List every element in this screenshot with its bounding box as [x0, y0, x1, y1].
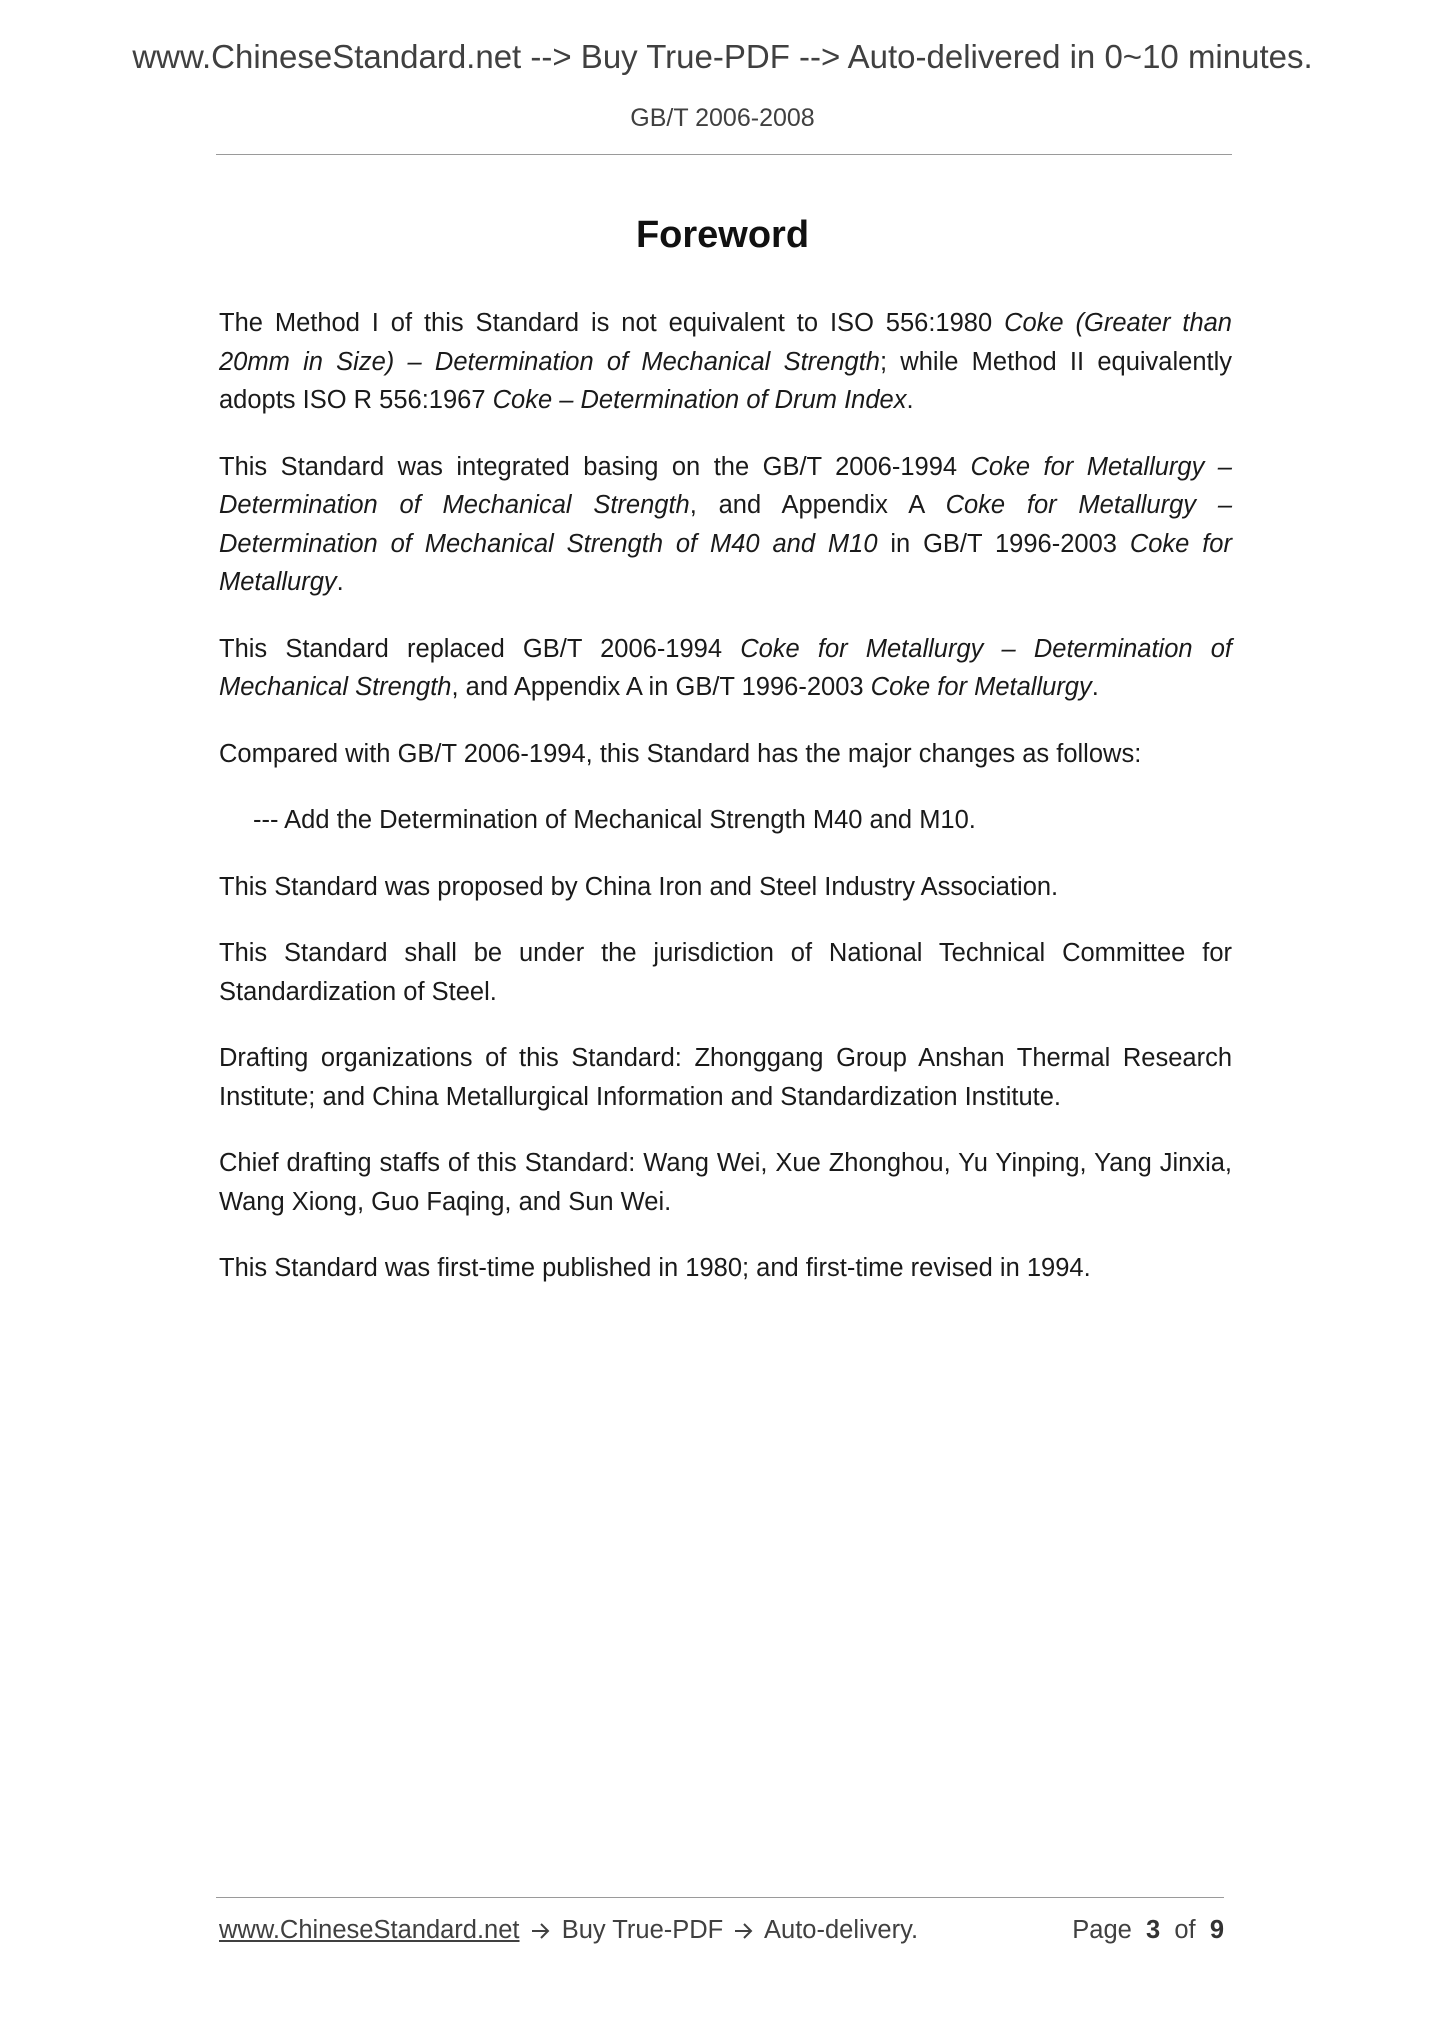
footer-divider: [216, 1897, 1224, 1898]
paragraph-drafting-staff: Chief drafting staffs of this Standard: Wang Wei, Xue Zhonghou, Yu Yinping, Yang Jinxia, Wang Xiong, Guo Faqing, and Sun Wei.: [219, 1149, 1232, 1216]
page-number: Page 3 of 9: [1072, 1916, 1224, 1944]
paragraph-jurisdiction: This Standard shall be under the jurisdiction of National Technical Committee for Standardization of Steel.: [219, 939, 1232, 1006]
paragraph-integration: This Standard was integrated basing on the GB/T 2006-1994 Coke for Metallurgy – Determination of Mechanical Strength, and Appendix A Coke for Metallurgy – Determination of Mechanical Strength of M40 and M10 in GB/T 1996-2003 Coke for Metallurgy.: [219, 452, 1232, 596]
page-title: Foreword: [635, 214, 810, 256]
paragraph-publication-history: This Standard was first-time published in 1980; and first-time revised in 1994.: [219, 1254, 1091, 1282]
header-divider: [216, 154, 1232, 155]
footer-site-link[interactable]: www.ChineseStandard.net: [219, 1916, 520, 1944]
footer-buy-text: Buy True-PDF: [561, 1916, 724, 1944]
paragraph-drafting-organizations: Drafting organizations of this Standard: Zhonggang Group Anshan Thermal Research Institute; and China Metallurgical Information and Standardization Institute.: [219, 1044, 1232, 1111]
current-page: 3: [1146, 1916, 1161, 1944]
paragraph-proposer: This Standard was proposed by China Iron and Steel Industry Association.: [219, 872, 1059, 901]
paragraph-equivalence: The Method I of this Standard is not equivalent to ISO 556:1980 Coke (Greater than 20mm in Size) – Determination of Mechanical Strength; while Method II equivalently adopts ISO R 556:1967 Coke – Determination of Drum Index.: [219, 309, 1232, 414]
top-banner: www.ChineseStandard.net --> Buy True-PDF --> Auto-delivered in 0~10 minutes.: [132, 38, 1313, 75]
paragraph-changes-intro: Compared with GB/T 2006-1994, this Standard has the major changes as follows:: [219, 739, 1142, 768]
foreword-body: [219, 304, 1232, 1316]
document-code: GB/T 2006-2008: [630, 104, 815, 132]
arrow-right-icon: [531, 1916, 551, 1945]
arrow-right-icon: [734, 1916, 754, 1945]
paragraph-replacement: This Standard replaced GB/T 2006-1994 Coke for Metallurgy – Determination of Mechanical Strength, and Appendix A in GB/T 1996-2003 Coke for Metallurgy.: [219, 634, 1232, 701]
paragraph-change-item: --- Add the Determination of Mechanical Strength M40 and M10.: [253, 806, 976, 834]
total-pages: 9: [1209, 1916, 1224, 1944]
footer-delivery-text: Auto-delivery.: [764, 1916, 919, 1944]
page-footer: [219, 1916, 1224, 1945]
